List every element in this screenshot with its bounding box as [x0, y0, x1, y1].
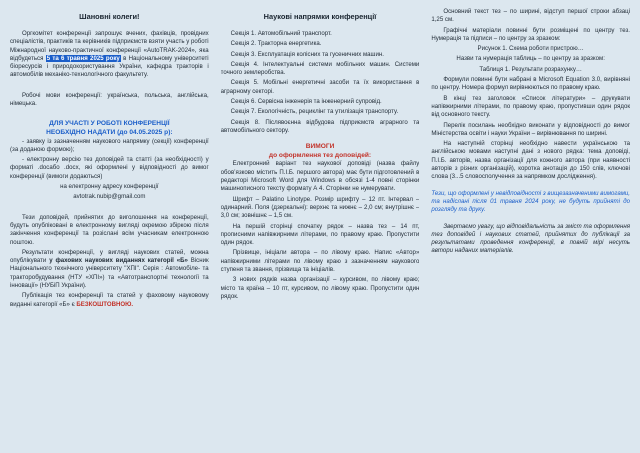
section-item: Секція 8. Післявоєнна відбудова підприємств аграрного та автомобільного сектору. [220, 118, 420, 134]
intro-text-2: в Національному університеті біоресурсів і природокористування України, кафедра тракторів і автомобілів механіко-технологічного факультету. [10, 54, 209, 79]
responsibility-note: Звертаємо увагу, що відповідальність за зміст та оформлення тез доповідей і наукових статей, прийнятих до публікації за результатами проведення конференції, в повній мірі несуть автори наданих матеріалів. [431, 222, 631, 255]
requirement-paragraph: На першій сторінці спочатку рядок – назва тез – 14 пт, прописними напівжирними літерами, по правому краю. Пропустити один рядок. [220, 222, 420, 247]
conference-dates: 5 та 6 травня 2025 року [46, 54, 120, 62]
participation-heading-2: НЕОБХІДНО НАДАТИ (до 04.05.2025 р): [46, 128, 173, 136]
invitation-title: Шановні колеги! [79, 12, 140, 21]
formatting-paragraph: На наступній сторінці необхідно навести українською та англійською мовами наступні дані з нового рядка: тема доповіді, П.І.Б. авторів, назва організації для кожного автора (при наявності авторів з різних організацій), коротка анотація до 150 слів, ключові слова (3...5 словосполучення за напрямком дослідження). [431, 140, 631, 181]
formatting-paragraph: Графічні матеріали повинні бути розміщені по центру тез. Нумерація та підписи – по центру за зразком: [431, 26, 631, 42]
results-text-1: Результати конференції, у вигляді наукових статей, можна опублікувати [10, 248, 209, 265]
sections-list [221, 30, 420, 135]
intro-text-1: Оргкомітет конференції запрошує вчених, фахівців, провідних спеціалістів, практиків та керівників підприємств взяти участь у роботі Міжнародної науково-практичної конференції «AutoTRAK-2024», яка відбудеться [10, 30, 209, 62]
column-invitation [10, 8, 209, 447]
requirement-paragraph: Шрифт – Palatino Linotype. Розмір шрифту – 12 пт. Інтервал – одинарний. Поля (дзеркальні): верхнє та нижнє – 2,0 см; внутрішнє – 3,0 см; зовнішнє – 1,5 см. [220, 195, 420, 220]
figure-sample: Рисунок 1. Схема роботи пристрою… [477, 45, 584, 53]
languages-paragraph: Робочі мови конференції: українська, польська, англійська, німецька. [10, 91, 209, 108]
table-sample: Таблиця 1. Результати розрахунку… [479, 65, 583, 73]
requirement-paragraph: Прізвище, ініціали автора – по лівому краю. Напис «Автор» напівжирними літерами по лівому краю з зазначенням наукового ступеня та звання, прізвища та ініціалів. [220, 249, 420, 274]
section-item: Секція 4. Інтелектуальні системи мобільних машин. Системи точного землеробства. [220, 60, 420, 77]
section-item: Секція 6. Сервісна інженерія та інженерний супровід. [230, 98, 382, 106]
section-item: Секція 7. Екологічність, рециклінг та утилізація транспорту. [230, 108, 399, 116]
formatting-paragraph: В кінці тез заголовок «Список літератури» – друкувати напівжирними літерами, по правому краю, пропустивши один рядок від основного тексту. [431, 94, 631, 119]
rejection-note: Тези, що оформлені у невідповідності з вищезазначеними вимогами, та надіслані після 01 травня 2024 року, не будуть прийняті до розгляду та друку. [431, 189, 631, 214]
requirements-heading: ВИМОГИ [305, 143, 335, 151]
section-item: Секція 2. Тракторна енергетика. [230, 40, 322, 48]
column-sections [221, 8, 420, 447]
requirement-paragraph: Електронний варіант тез наукової доповіді (назва файлу обов’язково містить П.І.Б. першого автора) має бути підготовлений в редакторі Microsoft Word для Windows в обсязі 1-4 повні сторінки машинописного тексту формату А 4. Сторінки не нумерувати. [220, 160, 420, 193]
sections-title: Наукові напрямки конференції [263, 12, 377, 21]
requirement-paragraph: З нових рядків назва організації – курсивом, по лівому краю; місто та країна – 10 пт, курсивом, по лівому краю. Пропустити один рядок. [220, 276, 420, 300]
column-formatting [431, 8, 630, 447]
intro-paragraph [10, 30, 209, 80]
conference-email-link[interactable]: avtotrak.nubip@gmail.com [73, 193, 146, 201]
publication-paragraph [10, 292, 209, 309]
need-item-application: - заявку із зазначенням наукового напрямку (секції) конференції (за доданою формою); [10, 137, 209, 153]
formatting-paragraph: Перелік посилань необхідно виконати у відповідності до вимог Міністерства освіти і науки України – вирівнювання по ширині. [431, 121, 631, 137]
formatting-paragraph: Формули повинні бути набрані в Microsoft Equation 3.0, вирівняні по центру. Номера формул вирівнюються по правому краю. [431, 76, 631, 92]
section-item: Секція 3. Експлуатація колісних та гусеничних машин. [230, 50, 384, 58]
results-text-2: Вісник Національного технічного університету "ХПІ". Серія : Автомобіле- та тракторобудування (НТУ «ХПІ») та «Автотранспортні технології та інновації» (НУБіП України). [10, 257, 209, 290]
theses-paragraph: Тези доповідей, прийнятих до виголошення на конференції, будуть опубліковані в електронному вигляді окремою збіркою після закінчення конференції та розіслані всім учасникам електронною поштою. [10, 213, 209, 246]
requirements-subheading: до оформлення тез доповідей: [268, 151, 372, 159]
section-item: Секція 1. Автомобільний транспорт. [230, 30, 332, 37]
participation-heading-1: ДЛЯ УЧАСТІ У РОБОТІ КОНФЕРЕНЦІЇ [49, 120, 170, 128]
publication-free: БЕЗКОШТОВНОЮ. [76, 300, 134, 308]
formatting-paragraph: Основний текст тез – по ширині, відступ першої строки абзаці 1,25 см. [431, 8, 631, 24]
results-paragraph [10, 249, 209, 290]
results-category: у фахових наукових виданнях категорії «Б» [49, 257, 188, 265]
publication-text: Публікація тез конференції та статей у фаховому науковому виданні категорії «Б» є [10, 292, 209, 308]
section-item: Секція 5. Мобільні енергетичні засоби та їх використання в аграрному секторі. [220, 79, 420, 95]
table-note: Назви та нумерація таблиць – по центру за зразком: [456, 55, 605, 63]
need-item-email-note: на електронну адресу конференції [60, 183, 159, 191]
need-item-electronic: - електронну версію тез доповідей та статті (за необхідності) у форматі .docабо .docx, які оформлені у відповідності до вимог конференції (вимоги додаються) [10, 156, 209, 180]
